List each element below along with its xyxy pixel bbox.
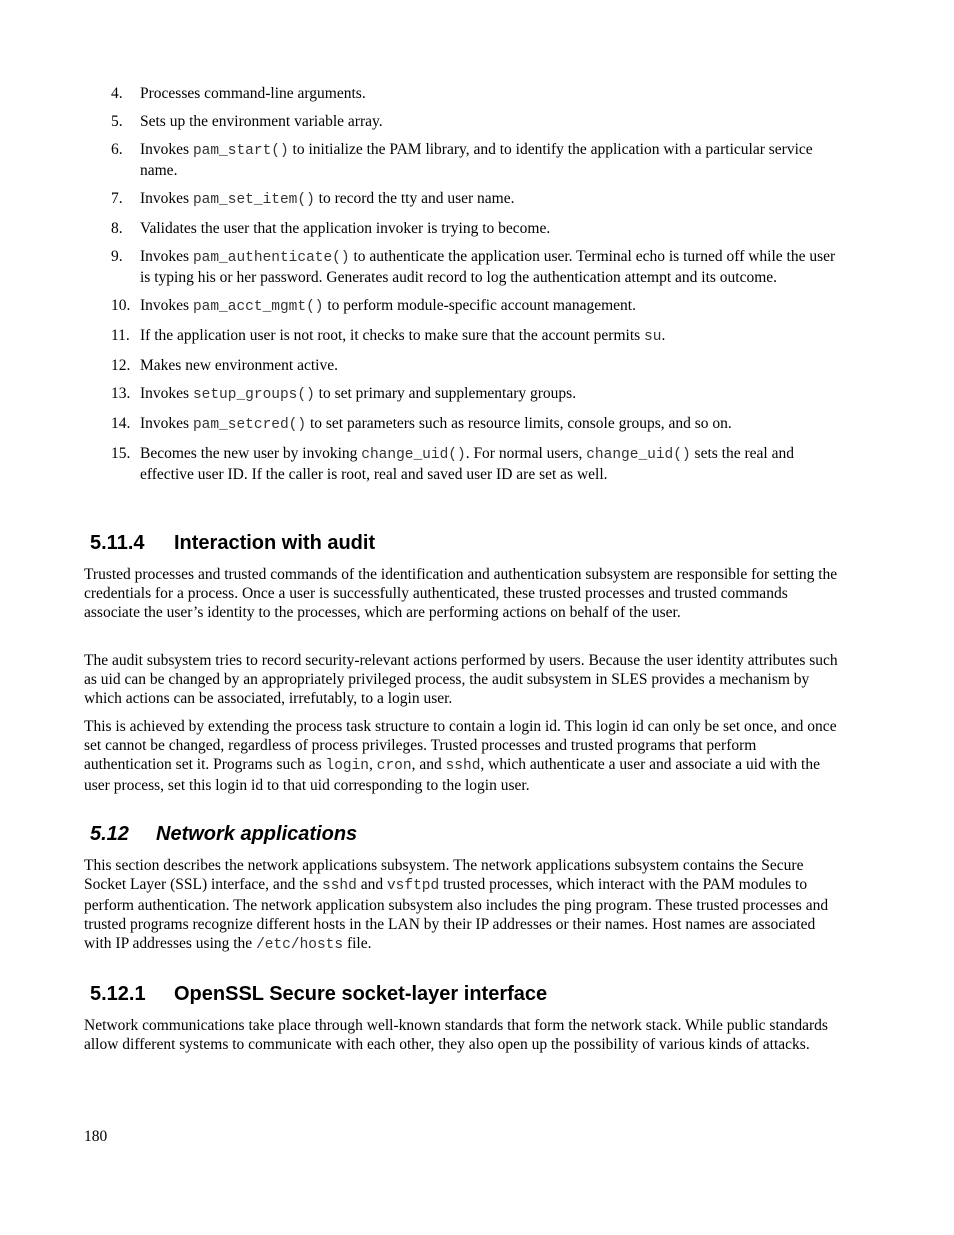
text-run: to set parameters such as resource limits, console groups, and so on.	[306, 415, 732, 432]
heading-title: Network applications	[156, 823, 358, 845]
list-item	[84, 356, 844, 375]
list-item	[84, 326, 844, 347]
text-run: file.	[343, 935, 372, 952]
text-run: to set primary and supplementary groups.	[314, 385, 577, 402]
text-run: Invokes	[140, 415, 193, 432]
text-run: Invokes	[140, 248, 193, 265]
list-item	[84, 247, 844, 287]
code-identifier: change_uid()	[586, 447, 691, 463]
text-run: sets the real and effective user ID. If the caller is root, real and saved user ID are set as well.	[140, 445, 794, 483]
text-run: Invokes	[140, 297, 193, 314]
audit-paragraph-2: The audit subsystem tries to record security-relevant actions performed by users. Because the user identity attributes such as uid can be changed by an appropriately privileged process, the audit subsystem in SLES provides a mechanism by which actions can be associated, irrefutably, to a login user.	[84, 652, 838, 707]
code-identifier: pam_start()	[192, 143, 289, 159]
code-identifier: pam_acct_mgmt()	[192, 299, 324, 315]
list-item	[84, 112, 844, 131]
heading-number: 5.12	[90, 823, 129, 845]
list-item	[84, 384, 844, 405]
text-run: , and	[411, 756, 446, 773]
heading-number: 5.12.1	[90, 983, 146, 1005]
text-run: to record the tty and user name.	[314, 190, 515, 207]
text-run: Invokes	[140, 385, 193, 402]
list-item-number: 15.	[111, 445, 131, 462]
text-run: ,	[369, 756, 377, 773]
text-run: to initialize the PAM library, and to identify the application with a particular service name.	[140, 141, 813, 179]
list-item	[84, 84, 844, 103]
code-vsftpd: vsftpd	[386, 878, 440, 894]
code-identifier: pam_set_item()	[192, 192, 315, 208]
audit-paragraph-3	[84, 717, 844, 795]
text-run: . For normal users,	[465, 445, 587, 462]
list-item	[84, 189, 844, 210]
text-run: Processes command-line arguments.	[140, 85, 366, 102]
text-run: and	[356, 876, 387, 893]
list-item	[84, 219, 844, 238]
list-item-number: 7.	[111, 190, 123, 207]
heading-title: OpenSSL Secure socket-layer interface	[174, 983, 548, 1005]
code-etc-hosts: /etc/hosts	[256, 937, 344, 953]
text-run: , which authenticate a user and associate a uid with the user process, set this login id to that uid corresponding to the login user.	[84, 756, 820, 794]
list-item	[84, 296, 844, 317]
text-run: Invokes	[140, 141, 193, 158]
list-item-number: 8.	[111, 220, 123, 237]
text-run: Invokes	[140, 190, 193, 207]
text-run: to authenticate the application user. Terminal echo is turned off while the user is typing his or her password. Generates audit record to log the authentication attempt and its outcome.	[140, 248, 836, 286]
code-identifier: setup_groups()	[192, 387, 315, 403]
code-identifier: pam_setcred()	[192, 417, 307, 433]
text-run: Validates the user that the application invoker is trying to become.	[140, 220, 551, 237]
text-run: to perform module-specific account management.	[323, 297, 636, 314]
code-identifier: pam_authenticate()	[192, 250, 350, 266]
list-item-number: 13.	[111, 385, 131, 402]
text-run: This is achieved by extending the process task structure to contain a login id. This login id can only be set once, and once set cannot be changed, regardless of process privileges. Trusted processes and trusted programs that perform authentication set it. Programs such as	[84, 718, 837, 773]
text-run: This section describes the network applications subsystem. The network applications subsystem contains the Secure Socket Layer (SSL) interface, and the	[84, 857, 804, 893]
code-sshd: sshd	[322, 878, 357, 894]
list-item-number: 4.	[111, 85, 123, 102]
list-item	[84, 444, 844, 484]
code-cron: cron	[376, 758, 412, 774]
list-item-number: 12.	[111, 357, 131, 374]
page-number: 180	[84, 1128, 108, 1145]
text-run: trusted processes, which interact with the PAM modules to perform authentication. The network application subsystem also includes the ping program. These trusted processes and trusted programs recognize different hosts in the LAN by their IP addresses or their names. Host names are associated with IP addresses using the	[84, 876, 829, 952]
text-run: Sets up the environment variable array.	[140, 113, 383, 130]
text-run: Becomes the new user by invoking	[140, 445, 362, 462]
code-identifier: change_uid()	[361, 447, 466, 463]
list-item-number: 6.	[111, 141, 123, 158]
heading-5-12-1	[90, 982, 547, 1006]
openssl-paragraph-1: Network communications take place through well-known standards that form the network stack. While public standards allow different systems to communicate with each other, they also open up the possibility of various kinds of attacks.	[84, 1017, 828, 1053]
audit-paragraph-1: Trusted processes and trusted commands of the identification and authentication subsystem are responsible for setting the credentials for a process. Once a user is successfully authenticated, these trusted processes and trusted commands associate the user’s identity to the processes, which are performing actions on behalf of the user.	[84, 566, 838, 621]
network-paragraph-1	[84, 856, 844, 955]
list-item	[84, 414, 844, 435]
list-item	[84, 140, 844, 180]
list-item-number: 10.	[111, 297, 131, 314]
list-item-number: 9.	[111, 248, 123, 265]
code-identifier: su	[644, 329, 662, 345]
code-sshd: sshd	[445, 758, 481, 774]
numbered-step-list	[84, 84, 844, 493]
heading-number: 5.11.4	[90, 532, 145, 554]
heading-title: Interaction with audit	[174, 532, 376, 554]
code-login: login	[325, 758, 370, 774]
heading-5-11-4	[90, 531, 375, 555]
list-item-number: 14.	[111, 415, 131, 432]
text-run: .	[661, 327, 666, 344]
list-item-number: 11.	[111, 327, 130, 344]
text-run: Makes new environment active.	[140, 357, 338, 374]
heading-5-12	[90, 822, 357, 846]
list-item-number: 5.	[111, 113, 123, 130]
text-run: If the application user is not root, it checks to make sure that the account permits	[140, 327, 645, 344]
